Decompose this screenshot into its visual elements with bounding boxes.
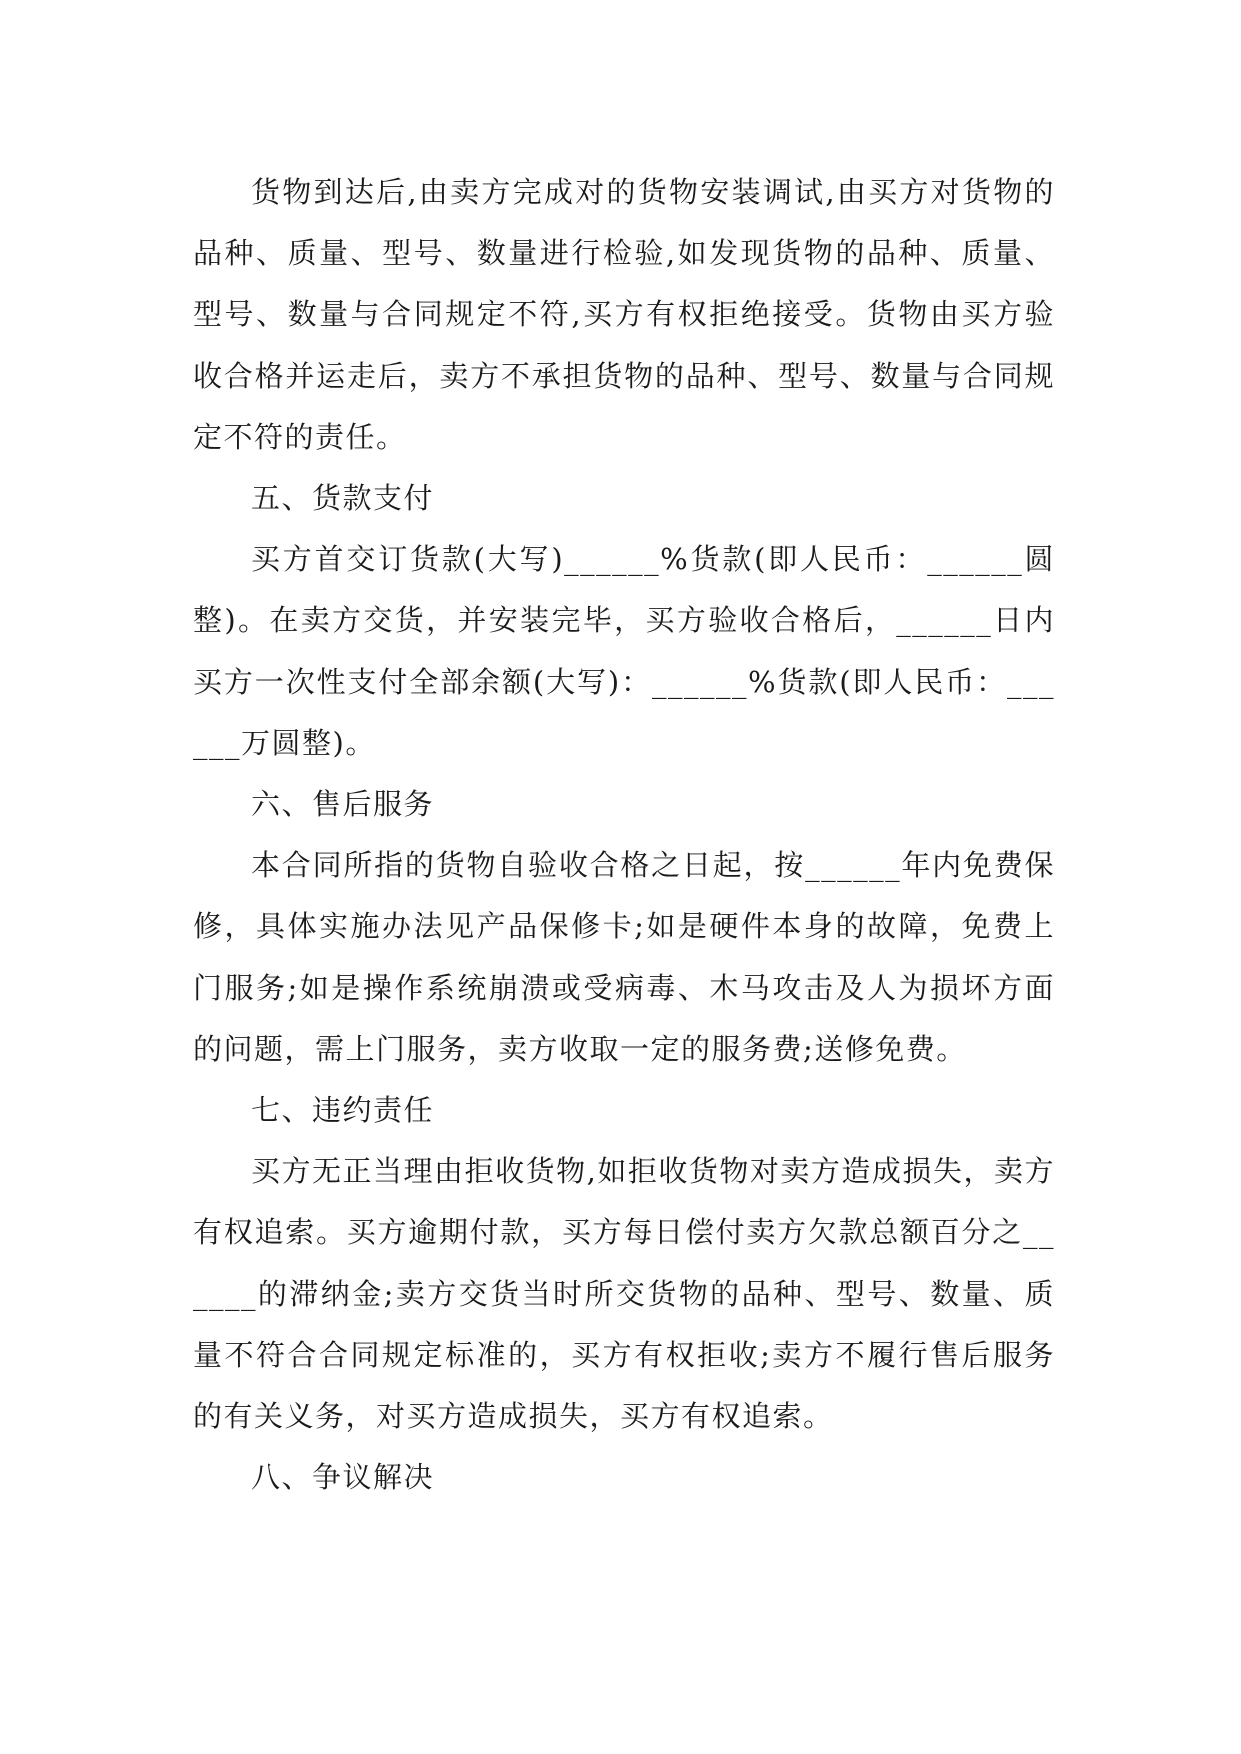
heading-dispute-resolution: 八、争议解决 (251, 1460, 435, 1495)
heading-breach-liability: 七、违约责任 (251, 1093, 435, 1128)
paragraph-breach-terms: 买方无正当理由拒收货物,如拒收货物对卖方造成损失，卖方有权追索。买方逾期付款，买方每日偿付卖方欠款总额百分之______的滞纳金;卖方交货当时所交货物的品种、型号、数量、质量不符合合同规定标准的，买方有权拒收;卖方不履行售后服务的有关义务，对买方造成损失，买方有权追索。 (193, 1154, 1055, 1434)
paragraph-goods-inspection: 货物到达后,由卖方完成对的货物安装调试,由买方对货物的品种、质量、型号、数量进行检验,如发现货物的品种、质量、型号、数量与合同规定不符,买方有权拒绝接受。货物由买方验收合格并运走后，卖方不承担货物的品种、型号、数量与合同规定不符的责任。 (193, 175, 1055, 454)
document-body (193, 162, 1055, 1508)
paragraph-after-sales-terms: 本合同所指的货物自验收合格之日起，按______年内免费保修，具体实施办法见产品保修卡;如是硬件本身的故障，免费上门服务;如是操作系统崩溃或受病毒、木马攻击及人为损坏方面的问题，需上门服务，卖方收取一定的服务费;送修免费。 (193, 848, 1055, 1066)
heading-after-sales: 六、售后服务 (251, 787, 435, 822)
paragraph-payment-terms: 买方首交订货款(大写)______%货款(即人民币：______圆整)。在卖方交货，并安装完毕，买方验收合格后，______日内买方一次性支付全部余额(大写)：______%货款(即人民币：______万圆整)。 (193, 542, 1055, 760)
heading-payment: 五、货款支付 (251, 481, 435, 516)
